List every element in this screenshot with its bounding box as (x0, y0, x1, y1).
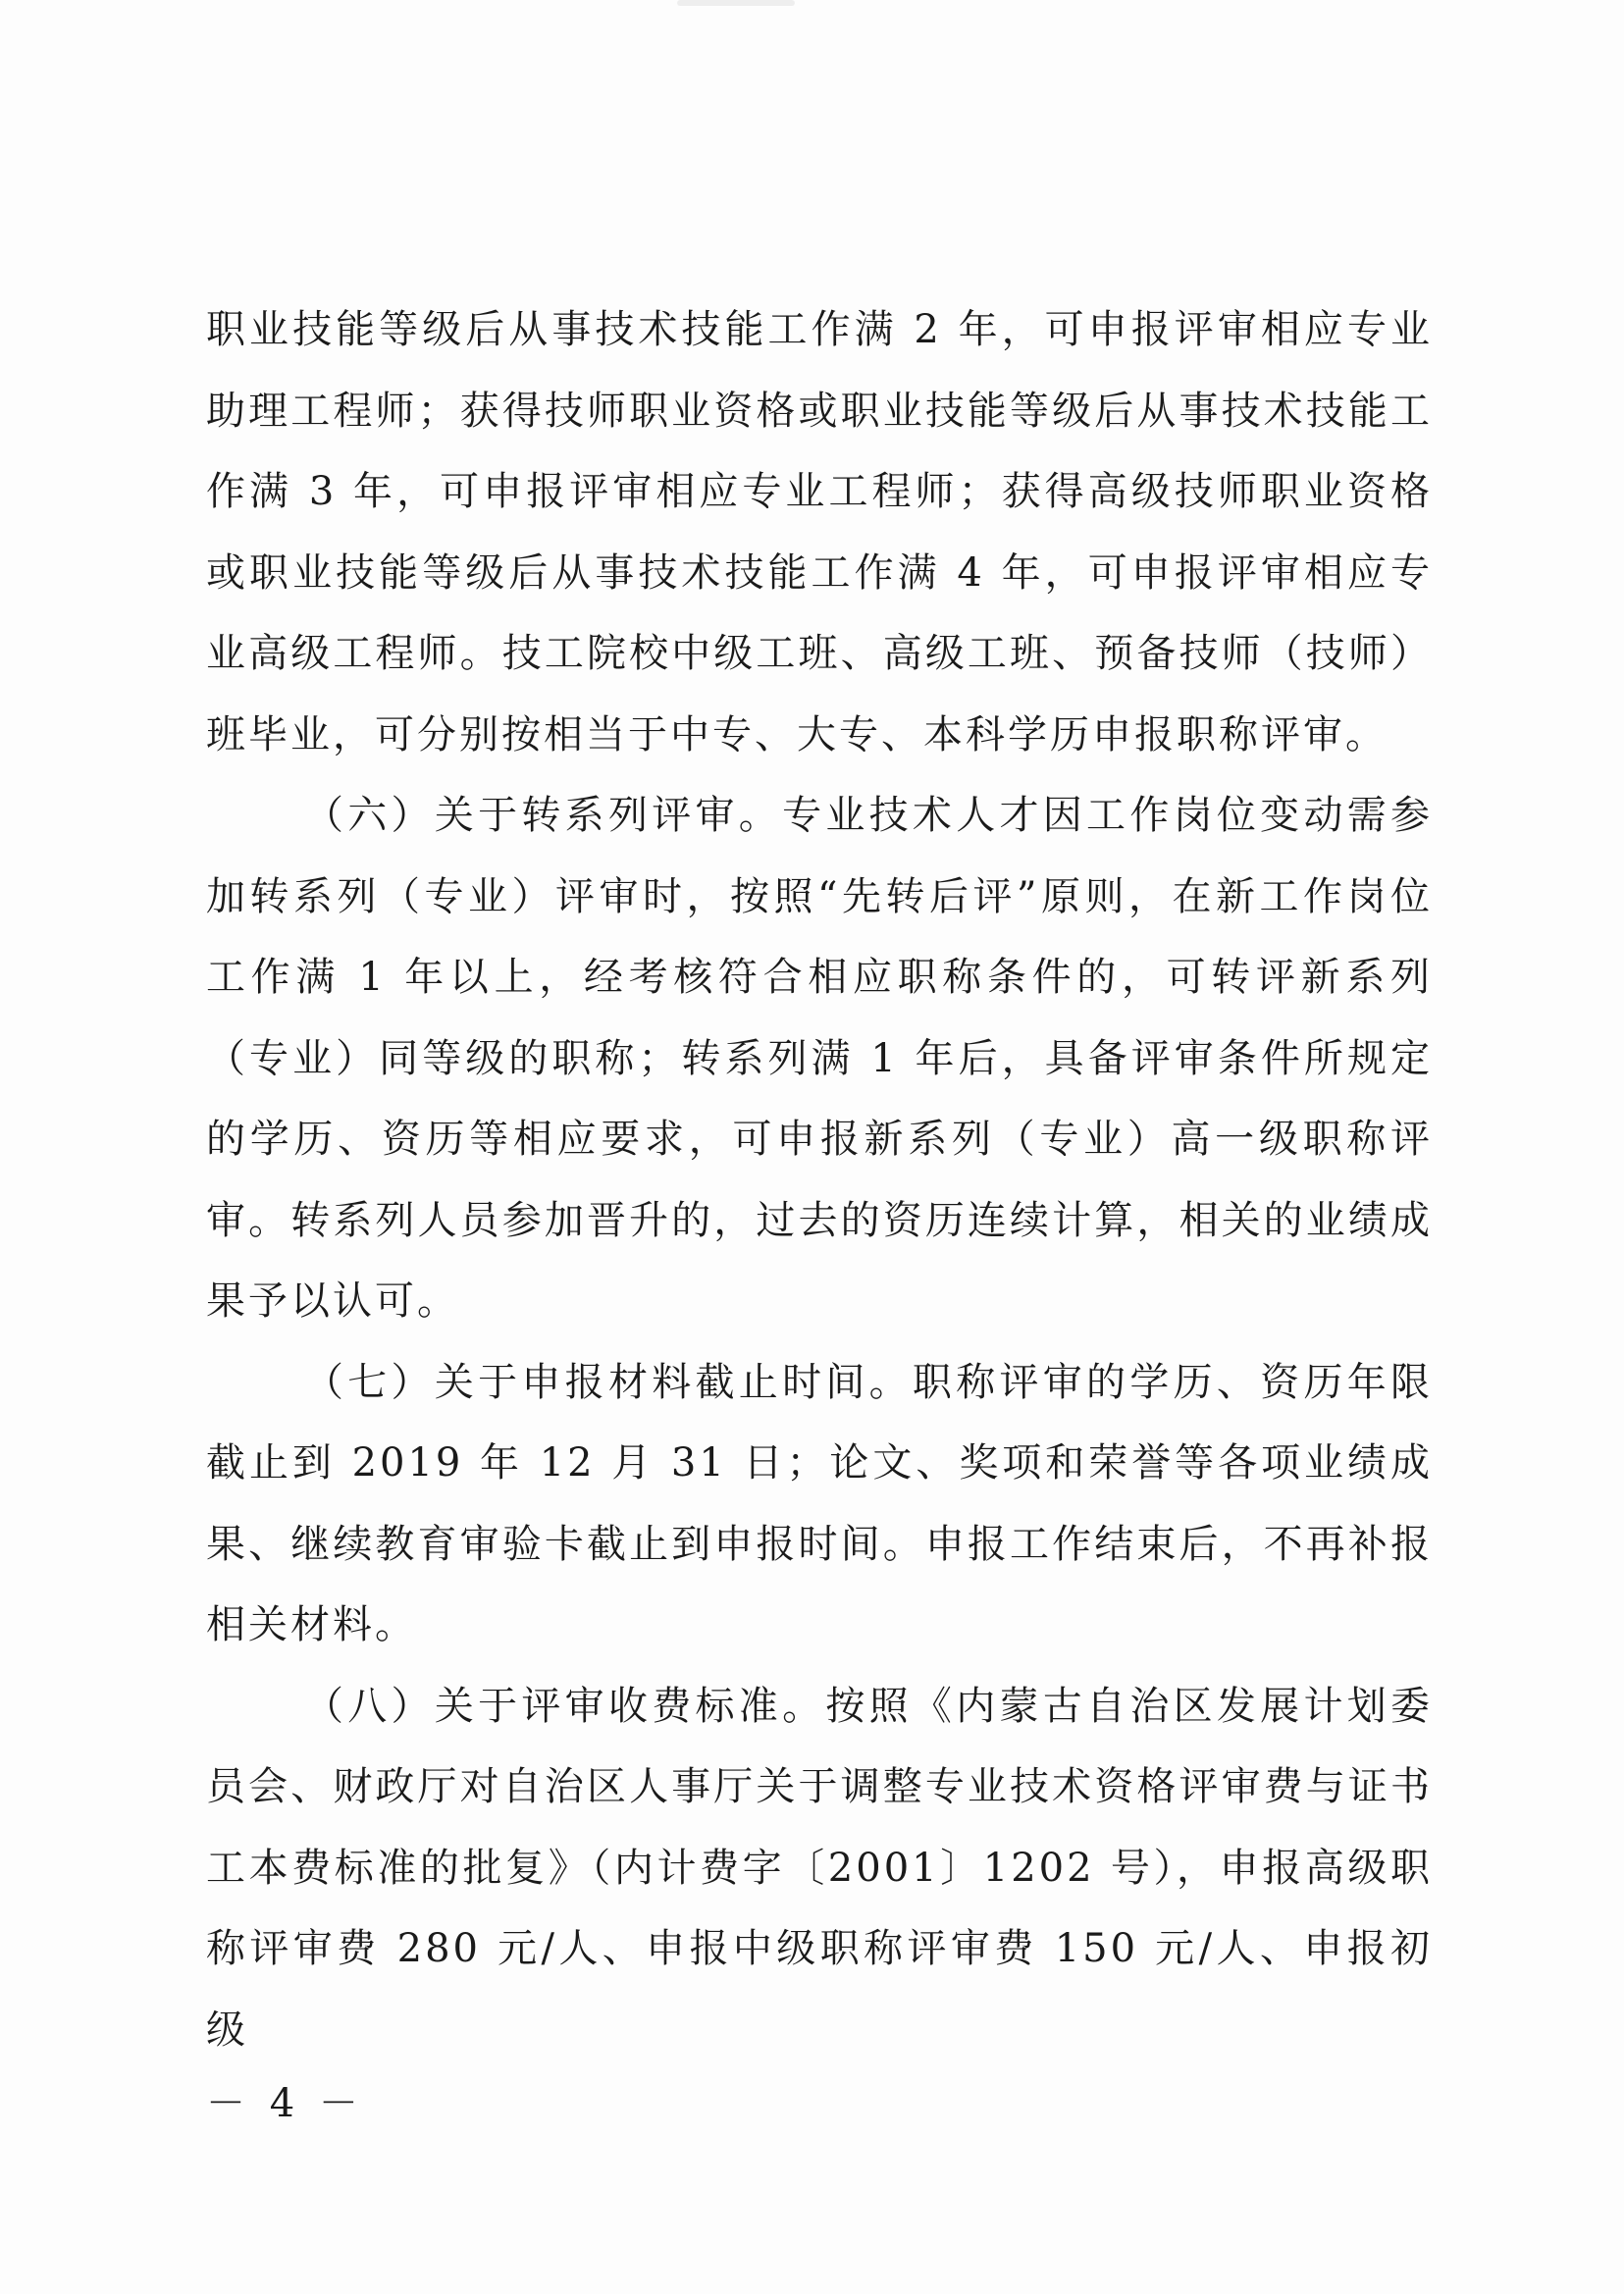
paragraph-section-8: （八）关于评审收费标准。按照《内蒙古自治区发展计划委员会、财政厅对自治区人事厅关于调整专业技术资格评审费与证书工本费标准的批复》（内计费字〔2001〕1202 号），申报高级职称评审费 280 元/人、申报中级职称评审费 150 元/人、申报初级 (206, 1683, 1433, 2053)
scan-artifact (677, 0, 795, 6)
paragraph-section-7: （七）关于申报材料截止时间。职称评审的学历、资历年限截止到 2019 年 12 月 31 日；论文、奖项和荣誉等各项业绩成果、继续教育审验卡截止到申报时间。申报工作结束后，不再补报相关材料。 (206, 1359, 1433, 1647)
paragraph-continuation: 职业技能等级后从事技术技能工作满 2 年，可申报评审相应专业助理工程师；获得技师职业资格或职业技能等级后从事技术技能工作满 3 年，可申报评审相应专业工程师；获得高级技师职业资格或职业技能等级后从事技术技能工作满 4 年，可申报评审相应专业高级工程师。技工院校中级工班、高级工班、预备技师（技师）班毕业，可分别按相当于中专、大专、本科学历申报职称评审。 (206, 307, 1433, 757)
paragraph-section-6: （六）关于转系列评审。专业技术人才因工作岗位变动需参加转系列（专业）评审时，按照“先转后评”原则，在新工作岗位工作满 1 年以上，经考核符合相应职称条件的，可转评新系列（专业）同等级的职称；转系列满 1 年后，具备评审条件所规定的学历、资历等相应要求，可申报新系列（专业）高一级职称评审。转系列人员参加晋升的，过去的资历连续计算，相关的业绩成果予以认可。 (206, 793, 1433, 1324)
page-number: － 4 － (206, 2081, 364, 2126)
document-body (206, 289, 1433, 2070)
